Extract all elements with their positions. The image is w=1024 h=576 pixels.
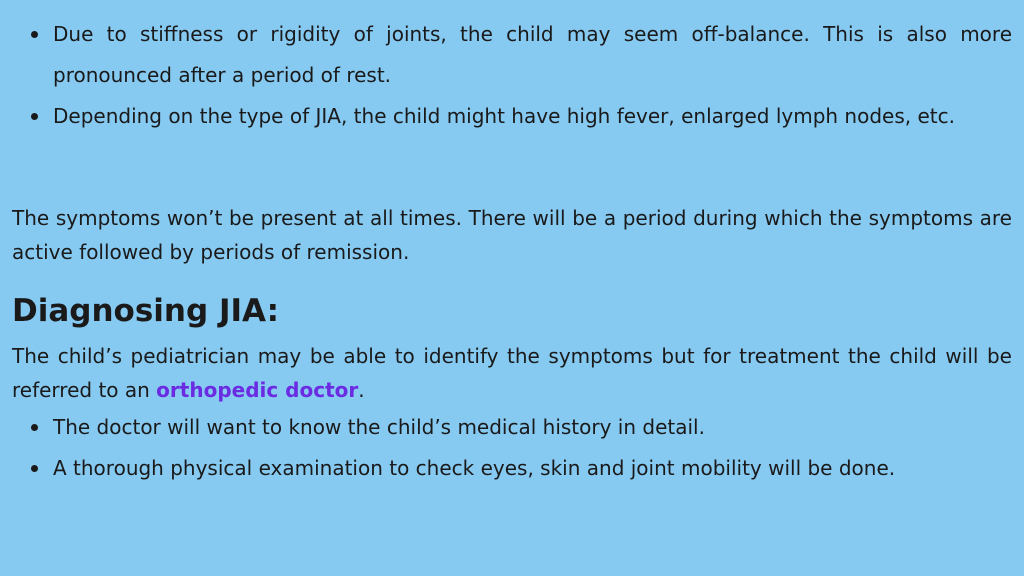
top-bullet-list	[12, 14, 1012, 137]
list-item-text: Depending on the type of JIA, the child might have high fever, enlarged lymph nodes, etc.	[53, 104, 955, 128]
diagnosis-text-end: .	[358, 378, 365, 402]
list-item-text: Due to stiffness or rigidity of joints, the child may seem off-balance. This is also more pronounced after a period of rest.	[53, 22, 1012, 87]
list-item-text: A thorough physical examination to check eyes, skin and joint mobility will be done.	[53, 456, 896, 480]
list-item	[12, 448, 1012, 489]
section-heading: Diagnosing JIA:	[12, 293, 279, 329]
list-item-text: The doctor will want to know the child’s medical history in detail.	[53, 415, 705, 439]
diagnosis-paragraph	[12, 339, 1012, 407]
bullet-icon	[31, 113, 38, 120]
diagnosis-text: The child’s pediatrician may be able to identify the symptoms but for treatment the child will be referred to an	[12, 344, 1012, 402]
top-bullet-list-container	[12, 14, 1012, 182]
bullet-icon	[31, 424, 38, 431]
bullet-icon	[31, 465, 38, 472]
list-item	[12, 14, 1012, 96]
list-item	[12, 96, 1012, 137]
symptoms-paragraph: The symptoms won’t be present at all times. There will be a period during which the symptoms are active followed by periods of remission.	[12, 206, 1012, 264]
list-item	[12, 407, 1012, 448]
bottom-bullet-list	[12, 407, 1012, 489]
document-page	[12, 14, 1012, 489]
orthopedic-doctor-link[interactable]: orthopedic doctor	[156, 378, 359, 402]
bullet-icon	[31, 31, 38, 38]
